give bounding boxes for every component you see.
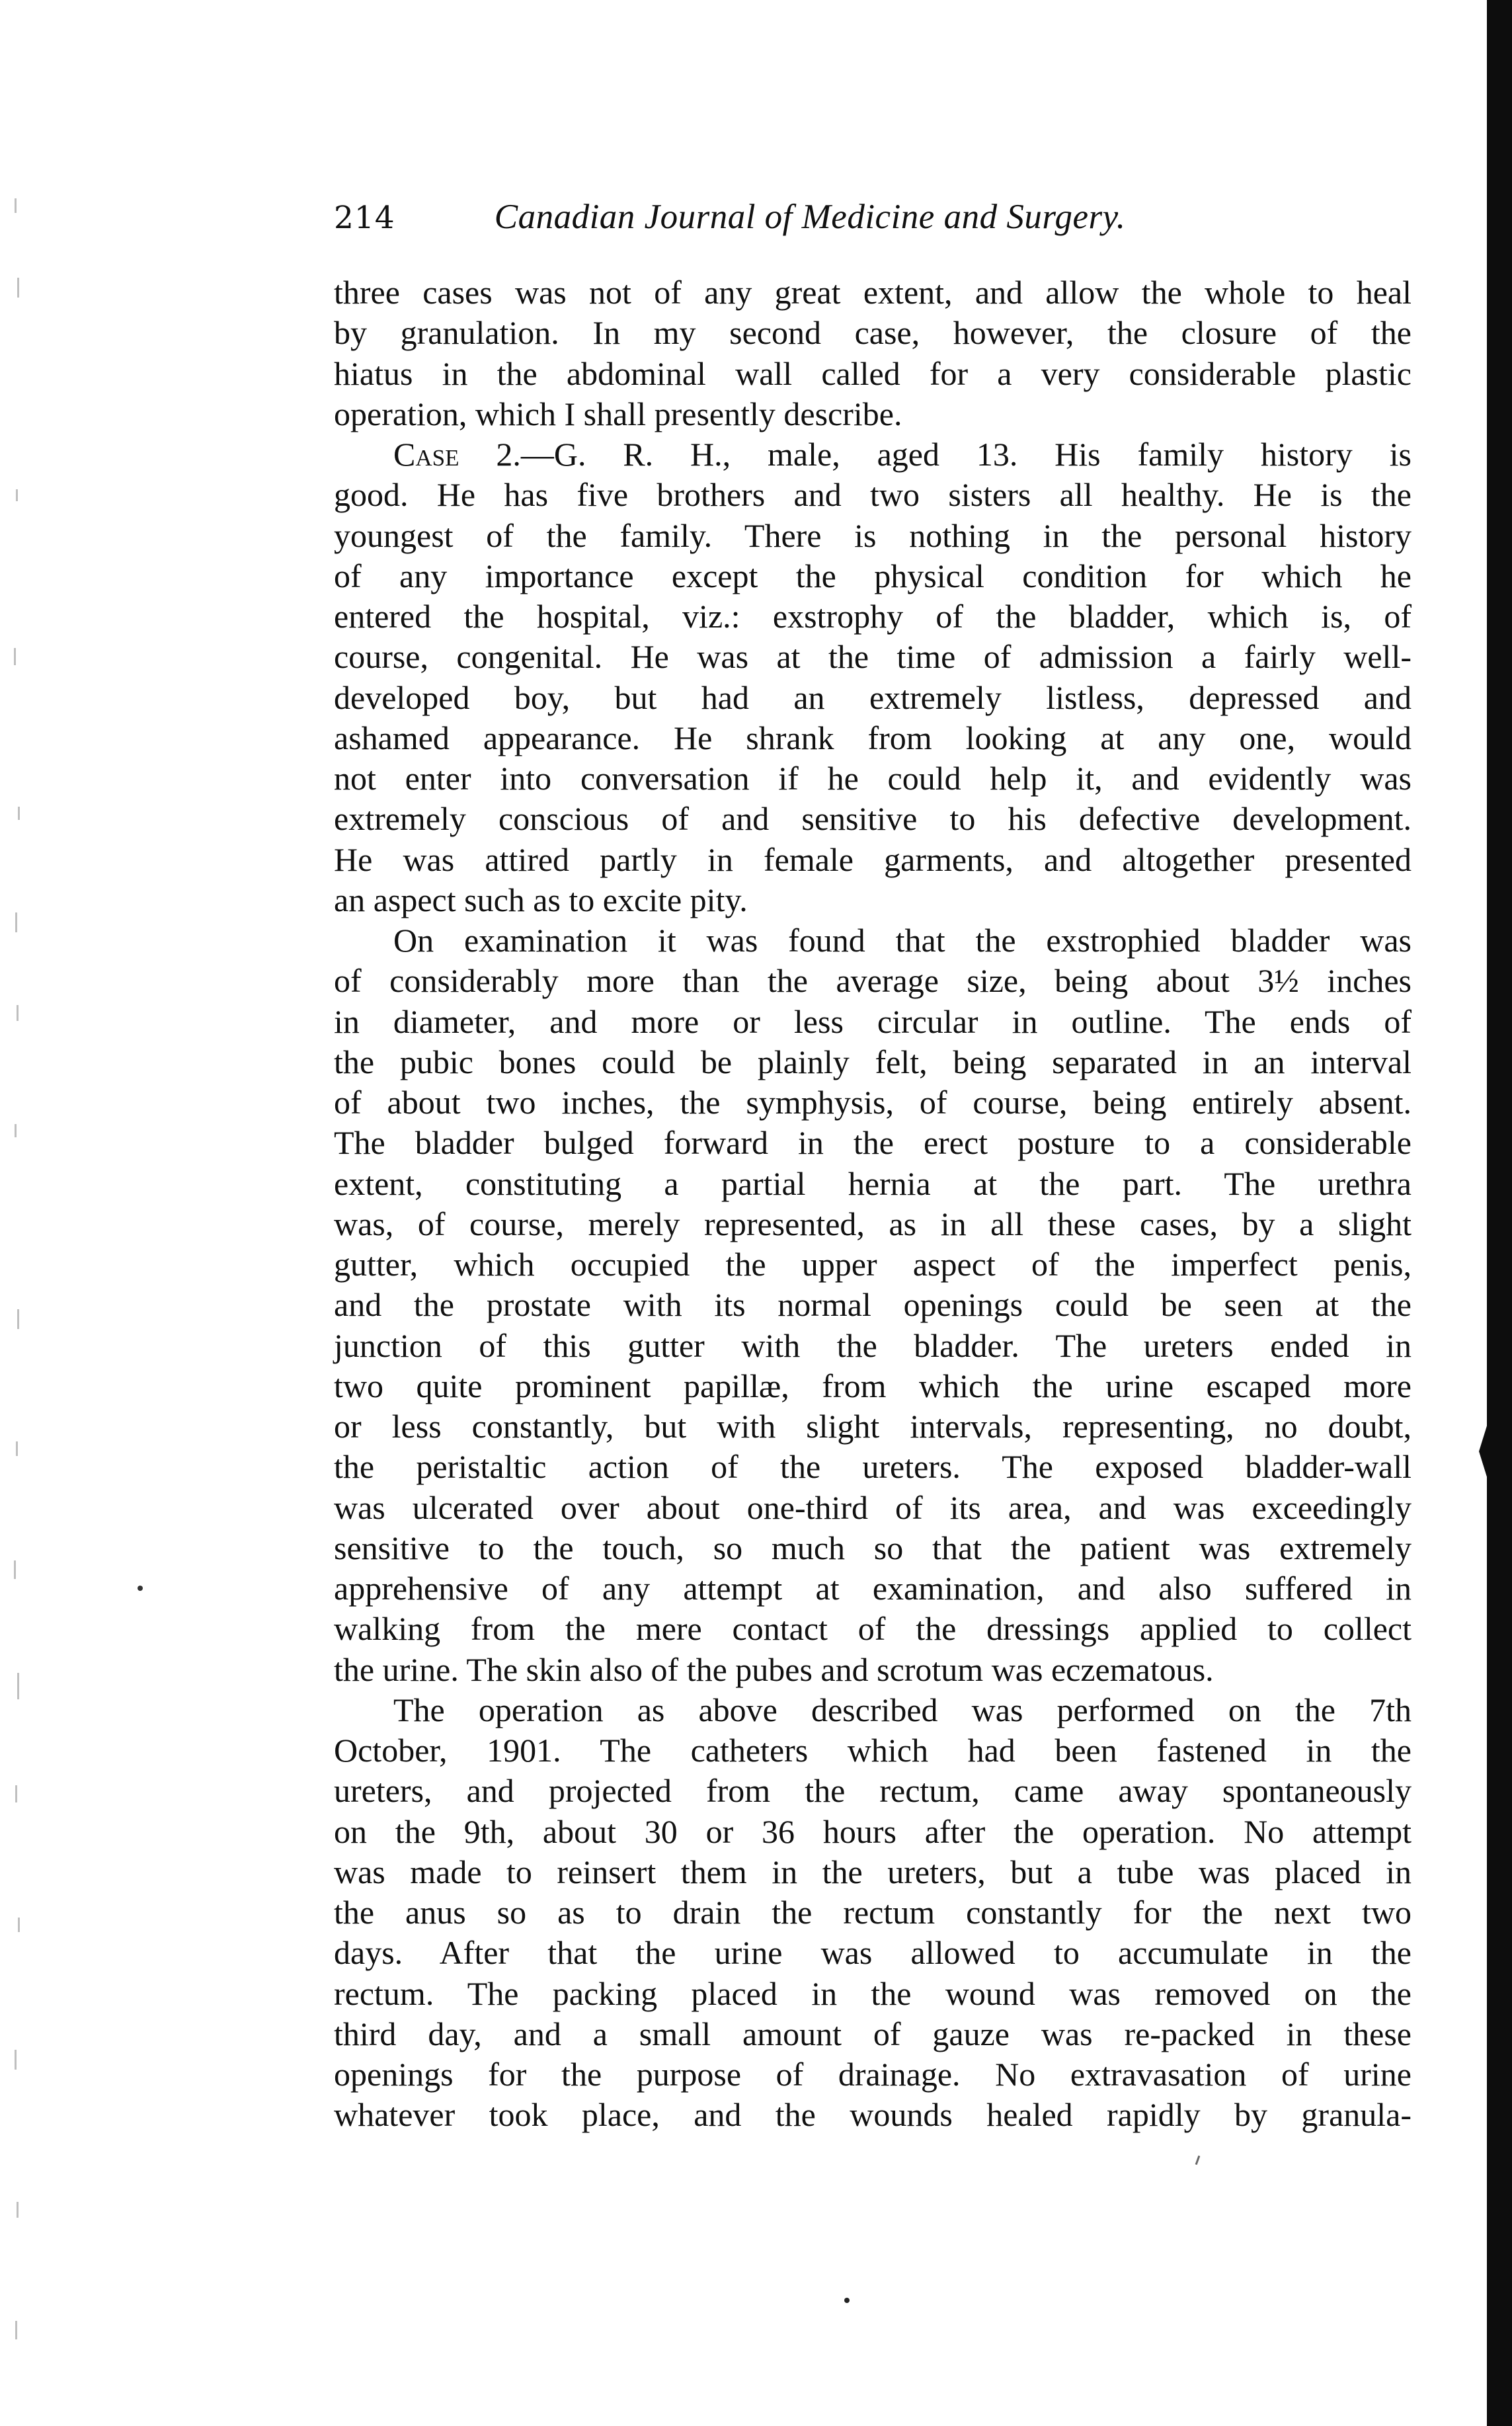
speck bbox=[15, 1124, 17, 1137]
text-line: of any importance except the physical condition for which he bbox=[334, 557, 1412, 594]
text-line: the urine. The skin also of the pubes and scrotum was eczematous. bbox=[334, 1650, 1214, 1688]
speck bbox=[17, 1005, 19, 1021]
text-line: junction of this gutter with the bladder. The ureters ended in bbox=[334, 1326, 1412, 1364]
left-margin-specks bbox=[12, 185, 32, 2367]
page-header bbox=[334, 197, 1253, 250]
text-line: extent, constituting a partial hernia at the part. The urethra bbox=[334, 1164, 1412, 1202]
text-line: ashamed appearance. He shrank from looking at any one, would bbox=[334, 719, 1412, 756]
text-line: entered the hospital, viz.: exstrophy of the bladder, which is, of bbox=[334, 598, 1412, 635]
speck bbox=[15, 2050, 17, 2070]
text-line: or less constantly, but with slight intervals, representing, no doubt, bbox=[334, 1408, 1412, 1445]
text-line: whatever took place, and the wounds healed rapidly by granula- bbox=[334, 2096, 1412, 2134]
text-line: of considerably more than the average size, being about 3½ inches bbox=[334, 962, 1412, 1000]
text-line: was made to reinsert them in the ureters, but a tube was placed in bbox=[334, 1853, 1412, 1890]
margin-dot bbox=[138, 1586, 143, 1591]
speck bbox=[15, 2321, 17, 2339]
speck bbox=[17, 1673, 19, 1699]
text-line-rest: 2.—G. R. H., male, aged 13. His family history is bbox=[496, 436, 1412, 473]
text-line: not enter into conversation if he could help it, and evidently was bbox=[334, 760, 1412, 797]
case-heading-line bbox=[334, 434, 1412, 475]
speck bbox=[15, 912, 17, 932]
text-line: rectum. The packing placed in the wound was removed on the bbox=[334, 1974, 1412, 2012]
speck bbox=[14, 648, 16, 665]
speck bbox=[17, 1309, 19, 1329]
speck bbox=[16, 489, 18, 501]
running-title: Canadian Journal of Medicine and Surgery. bbox=[494, 198, 1126, 236]
text-line: October, 1901. The catheters which had been fastened in the bbox=[334, 1732, 1412, 1769]
speck bbox=[18, 1918, 20, 1932]
text-line: He was attired partly in female garments, and altogether presented bbox=[334, 840, 1412, 878]
text-line: gutter, which occupied the upper aspect of the imperfect penis, bbox=[334, 1246, 1412, 1283]
text-line: the pubic bones could be plainly felt, being separated in an interval bbox=[334, 1043, 1412, 1080]
text-line: The operation as above described was performed on the 7th bbox=[393, 1691, 1412, 1728]
text-line: three cases was not of any great extent, and allow the whole to heal bbox=[334, 274, 1412, 311]
footer-dot bbox=[844, 2298, 850, 2303]
article-body bbox=[334, 272, 1412, 2136]
text-line: course, congenital. He was at the time of admission a fairly well- bbox=[334, 638, 1412, 676]
text-line: an aspect such as to excite pity. bbox=[334, 881, 748, 918]
binding-strip bbox=[1487, 0, 1512, 2426]
text-line: the anus so as to drain the rectum constantly for the next two bbox=[334, 1894, 1412, 1931]
speck bbox=[17, 278, 19, 298]
speck bbox=[15, 1785, 17, 1802]
text-line: apprehensive of any attempt at examination, and also suffered in bbox=[334, 1570, 1412, 1607]
text-line: openings for the purpose of drainage. No extravasation of urine bbox=[334, 2056, 1412, 2093]
text-line: two quite prominent papillæ, from which the urine escaped more bbox=[334, 1367, 1412, 1404]
text-line: on the 9th, about 30 or 36 hours after the operation. No attempt bbox=[334, 1812, 1412, 1850]
text-line: good. He has five brothers and two sisters all healthy. He is the bbox=[334, 476, 1412, 514]
text-line: youngest of the family. There is nothing in the personal history bbox=[334, 516, 1412, 554]
text-line: by granulation. In my second case, however, the closure of the bbox=[334, 314, 1412, 352]
page-number: 214 bbox=[334, 200, 395, 236]
speck bbox=[18, 807, 20, 820]
text-line: developed boy, but had an extremely listless, depressed and bbox=[334, 678, 1412, 716]
text-line: in diameter, and more or less circular in outline. The ends of bbox=[334, 1002, 1412, 1040]
case-label: Case bbox=[393, 436, 459, 473]
text-line: days. After that the urine was allowed to accumulate in the bbox=[334, 1934, 1412, 1972]
text-line: ureters, and projected from the rectum, came away spontaneously bbox=[334, 1772, 1412, 1810]
text-line: On examination it was found that the exstrophied bladder was bbox=[393, 922, 1412, 959]
text-line: extremely conscious of and sensitive to his defective development. bbox=[334, 800, 1412, 838]
text-line: operation, which I shall presently describe. bbox=[334, 395, 902, 432]
text-line: was, of course, merely represented, as in all these cases, by a slight bbox=[334, 1205, 1412, 1242]
speck bbox=[16, 1441, 18, 1456]
text-line: was ulcerated over about one-third of its area, and was exceedingly bbox=[334, 1488, 1412, 1526]
text-line: of about two inches, the symphysis, of course, being entirely absent. bbox=[334, 1084, 1412, 1121]
text-line: walking from the mere contact of the dressings applied to collect bbox=[334, 1610, 1412, 1648]
speck bbox=[15, 198, 17, 213]
text-line: and the prostate with its normal openings could be seen at the bbox=[334, 1286, 1412, 1324]
text-line: third day, and a small amount of gauze was re-packed in these bbox=[334, 2015, 1412, 2052]
text-line: hiatus in the abdominal wall called for a very considerable plastic bbox=[334, 354, 1412, 392]
speck bbox=[17, 2202, 19, 2218]
speck bbox=[14, 1560, 16, 1579]
pencil-mark bbox=[1195, 2156, 1201, 2165]
text-line: The bladder bulged forward in the erect posture to a considerable bbox=[334, 1124, 1412, 1162]
text-line: sensitive to the touch, so much so that the patient was extremely bbox=[334, 1529, 1412, 1566]
binding-notch bbox=[1479, 1422, 1488, 1481]
text-line: the peristaltic action of the ureters. The exposed bladder-wall bbox=[334, 1448, 1412, 1486]
